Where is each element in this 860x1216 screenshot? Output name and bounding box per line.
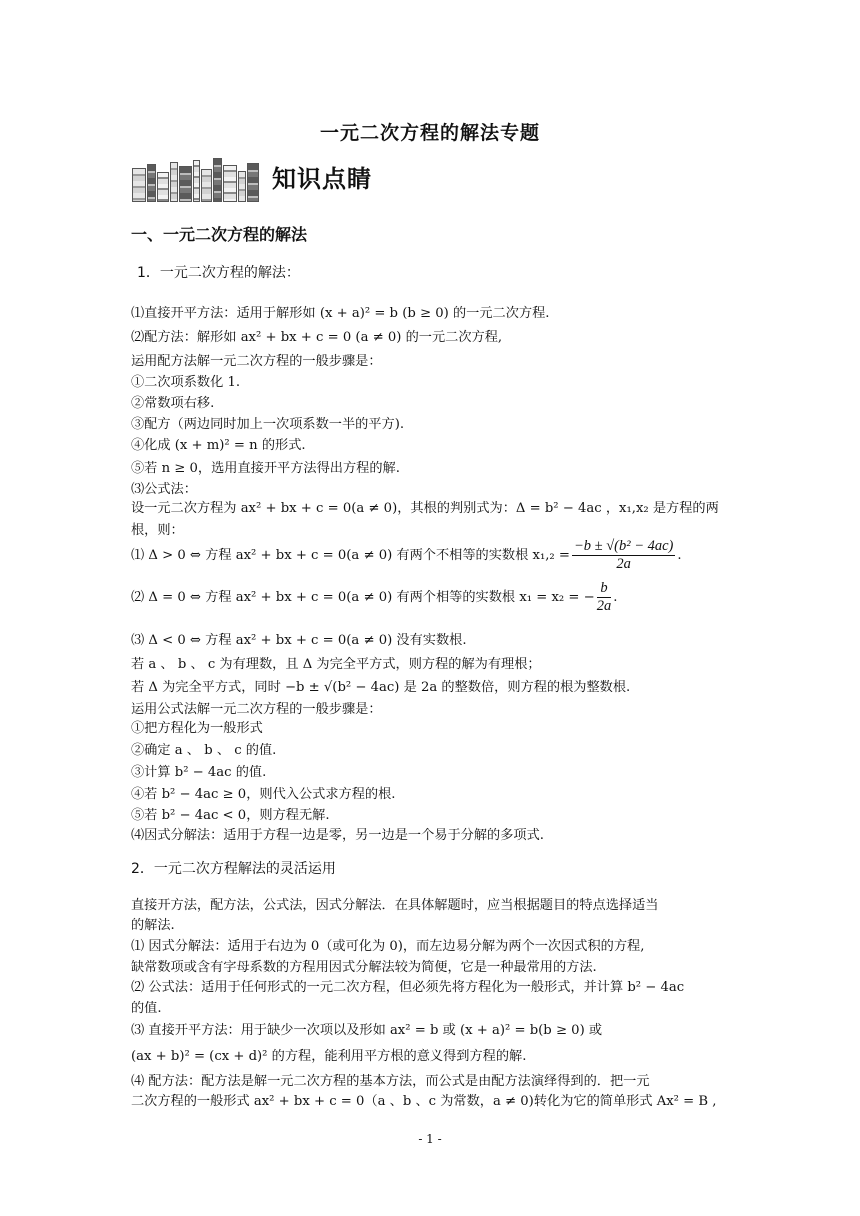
subsection-heading: 1．一元二次方程的解法： — [137, 265, 300, 281]
case-end: . — [677, 548, 682, 563]
case-line — [131, 538, 731, 573]
text-line: 运用配方法解一元二次方程的一般步骤是： — [131, 354, 382, 369]
case-end: . — [613, 590, 618, 605]
text-line: ⑵ 公式法：适用于任何形式的一元二次方程，但必须先将方程化为一般形式，并计算 b² − 4ac — [131, 980, 685, 995]
text-line: ⑷ 配方法：配方法是解一元二次方程的基本方法，而公式是由配方法演绎得到的．把一元 — [131, 1074, 650, 1089]
text-line: 若 a 、 b 、 c 为有理数，且 Δ 为完全平方式，则方程的解为有理根； — [131, 657, 541, 672]
text-line: 根，则： — [131, 523, 184, 538]
text-line: 运用公式法解一元二次方程的一般步骤是： — [131, 702, 382, 717]
text-line: 的解法. — [131, 918, 175, 933]
section-heading: 一、一元二次方程的解法 — [131, 225, 308, 244]
text-line: ⑤若 n ≥ 0，选用直接开平方法得出方程的解. — [131, 461, 400, 476]
text-line: ⑶公式法： — [131, 482, 197, 497]
text-line: 若 Δ 为完全平方式，同时 −b ± √(b² − 4ac) 是 2a 的整数倍，则方程的根为整数根. — [131, 680, 631, 695]
fraction — [597, 580, 612, 615]
fraction-denominator: 2a — [616, 556, 631, 572]
text-line: ⑵配方法：解形如 ax² + bx + c = 0 (a ≠ 0) 的一元二次方程, — [131, 330, 503, 345]
banner-title: 知识点睛 — [272, 165, 372, 193]
text-line: 二次方程的一般形式 ax² + bx + c = 0（a 、b 、c 为常数，a ≠ 0)转化为它的简单形式 Ax² = B , — [131, 1094, 717, 1109]
text-line: ③计算 b² − 4ac 的值. — [131, 765, 267, 780]
text-line: ①把方程化为一般形式 — [131, 721, 263, 736]
text-line: ⑴直接开平方法：适用于解形如 (x + a)² = b (b ≥ 0) 的一元二次方程. — [131, 306, 550, 321]
text-line: ②常数项右移. — [131, 396, 215, 411]
text-line: 的值. — [131, 1001, 162, 1016]
text-line: ⑷因式分解法：适用于方程一边是零，另一边是一个易于分解的多项式. — [131, 828, 545, 843]
fraction-denominator: 2a — [596, 598, 612, 614]
text-line: ⑴ 因式分解法：适用于右边为 0（或可化为 0)，而左边易分解为两个一次因式积的方程, — [131, 939, 645, 954]
subsection-heading-2: 2．一元二次方程解法的灵活运用 — [131, 861, 336, 877]
text-line: ④化成 (x + m)² = n 的形式. — [131, 438, 306, 453]
case-text: ⑴ Δ > 0 ⇔ 方程 ax² + bx + c = 0(a ≠ 0) 有两个不相等的实数根 x₁,₂ = — [131, 548, 570, 563]
text-line: ①二次项系数化 1. — [131, 375, 241, 390]
text-line: ⑤若 b² − 4ac < 0，则方程无解. — [131, 808, 330, 823]
case-text: ⑶ Δ < 0 ⇔ 方程 ax² + bx + c = 0(a ≠ 0) 没有实数根. — [131, 633, 467, 648]
page-number: - 1 - — [418, 1132, 442, 1146]
bookshelf-icon — [132, 158, 260, 202]
text-line: 直接开方法，配方法，公式法，因式分解法．在具体解题时，应当根据题目的特点选择适当 — [131, 898, 659, 913]
fraction-numerator: b — [597, 580, 612, 598]
case-text: ⑵ Δ = 0 ⇔ 方程 ax² + bx + c = 0(a ≠ 0) 有两个相等的实数根 x₁ = x₂ = − — [131, 590, 595, 605]
case-line — [131, 580, 731, 615]
text-line: 设一元二次方程为 ax² + bx + c = 0(a ≠ 0)，其根的判别式为：Δ = b² − 4ac ，x₁,x₂ 是方程的两 — [131, 501, 719, 516]
text-line: ②确定 a 、 b 、 c 的值. — [131, 743, 277, 758]
fraction-numerator: −b ± √(b² − 4ac) — [573, 538, 674, 554]
fraction — [572, 538, 675, 573]
text-line: ⑶ 直接开平方法：用于缺少一次项以及形如 ax² = b 或 (x + a)² = b(b ≥ 0) 或 — [131, 1023, 603, 1038]
case-line — [131, 631, 731, 651]
text-line: 缺常数项或含有字母系数的方程用因式分解法较为简便，它是一种最常用的方法. — [131, 960, 597, 975]
text-line: ③配方（两边同时加上一次项系数一半的平方). — [131, 417, 405, 432]
text-line: ④若 b² − 4ac ≥ 0，则代入公式求方程的根. — [131, 787, 396, 802]
knowledge-banner — [132, 156, 372, 202]
text-line: (ax + b)² = (cx + d)² 的方程，能利用平方根的意义得到方程的解. — [131, 1049, 527, 1064]
page-title: 一元二次方程的解法专题 — [319, 122, 540, 144]
